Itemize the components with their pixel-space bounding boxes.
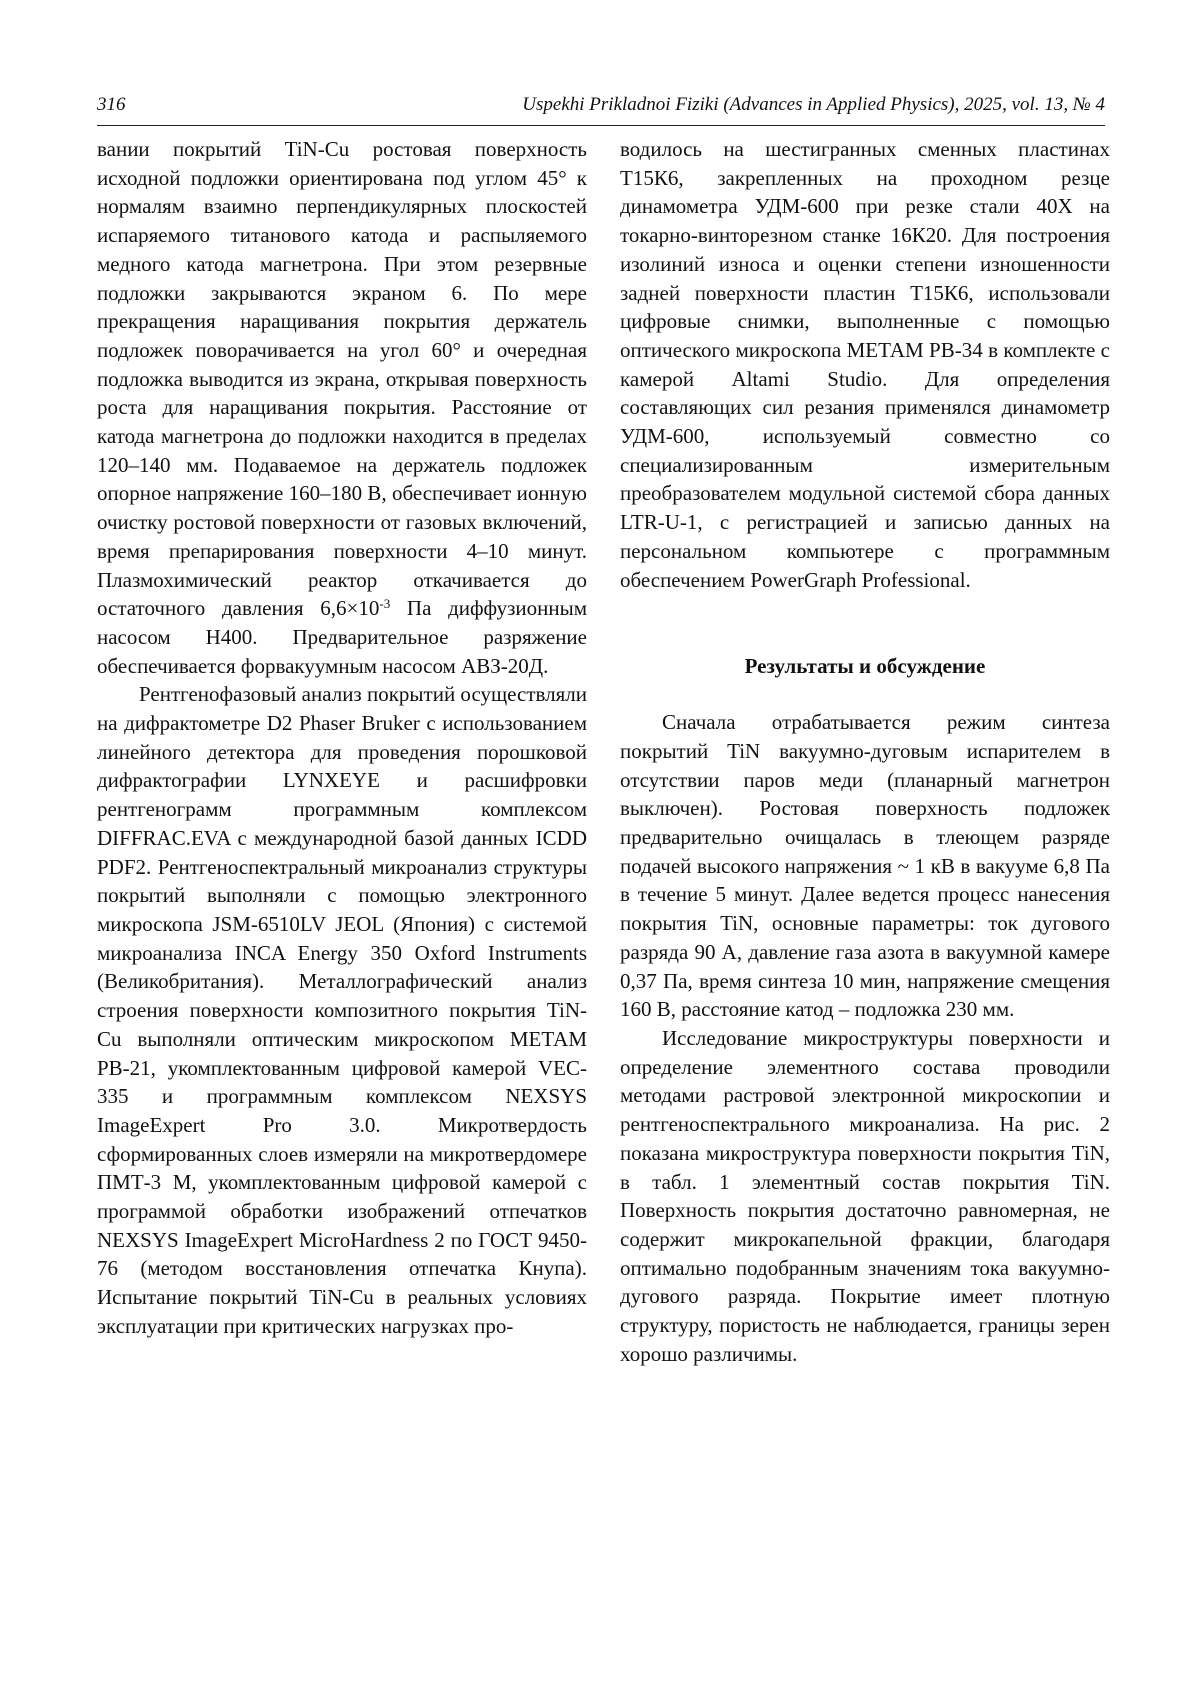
- left-column: [97, 135, 587, 1341]
- exponent: -3: [379, 596, 391, 612]
- paragraph: [97, 135, 587, 680]
- paragraph: водилось на шестигранных сменных пластинах Т15К6, закрепленных на проходном резце динамометра УДМ-600 при резке стали 40Х на токарно-винторезном станке 16К20. Для построения изолиний износа и оценки степени изношенности задней поверхности пластин Т15К6, использовали цифровые снимки, выполненные с помощью оптического микроскопа МЕТАМ РВ-34 в комплекте с камерой Altami Studio. Для определения составляющих сил резания применялся динамометр УДМ-600, используемый совместно со специализированным измерительным преобразователем модульной системой сбора данных LTR-U-1, с регистрацией и записью данных на персональном компьютере с программным обеспечением PowerGraph Professional.: [620, 137, 1110, 592]
- header-rule: [97, 125, 1105, 126]
- running-header: [97, 92, 1105, 122]
- paragraph: Исследование микроструктуры поверхности и определение элементного состава проводили методами растровой электронной микроскопии и рентгеноспектрального микроанализа. На рис. 2 показана микроструктура поверхности покрытия TiN, в табл. 1 элементный состав покрытия TiN. Поверхность покрытия достаточно равномерная, не содержит микрокапельной фракции, благодаря оптимально подобранным значениям тока вакуумно-дугового разряда. Покрытие имеет плотную структуру, пористость не наблюдается, границы зерен хорошо различимы.: [620, 1025, 1110, 1366]
- paragraph: Сначала отрабатывается режим синтеза покрытий TiN вакуумно-дуговым испарителем в отсутствии паров меди (планарный магнетрон выключен). Ростовая поверхность подложек предварительно очищалась в тлеющем разряде подачей высокого напряжения ~ 1 кВ в вакууме 6,8 Па в течение 5 минут. Далее ведется процесс нанесения покрытия TiN, основные параметры: ток дугового разряда 90 А, давление газа азота в вакуумной камере 0,37 Па, время синтеза 10 мин, напряжение смещения 160 В, расстояние катод – подложка 230 мм.: [620, 710, 1110, 1022]
- section-heading: Результаты и обсуждение: [744, 654, 986, 679]
- paragraph-text: Па диффузионным насосом Н400. Предварительное разряжение обеспечивается форвакуумным насосом АВЗ-20Д.: [97, 596, 587, 678]
- journal-citation: Uspekhi Prikladnoi Fiziki (Advances in Applied Physics), 2025, vol. 13, № 4: [522, 94, 1105, 115]
- paragraph: Рентгенофазовый анализ покрытий осуществляли на дифрактометре D2 Phaser Bruker с использованием линейного детектора для проведения порошковой дифрактографии LYNXEYE и расшифровки рентгенограмм программным комплексом DIFFRAC.EVA с международной базой данных ICDD PDF2. Рентгеноспектральный микроанализ структуры покрытий выполняли с помощью электронного микроскопа JSM-6510LV JEOL (Япония) с системой микроанализа INCA Energy 350 Oxford Instruments (Великобритания). Металлографический анализ строения поверхности композитного покрытия TiN-Cu выполняли оптическим микроскопом МЕТАМ РВ-21, укомплектованным цифровой камерой VEC-335 и программным комплексом NEXSYS ImageExpert Pro 3.0. Микротвердость сформированных слоев измеряли на микротвердомере ПМТ-3 М, укомплектованным цифровой камерой с программой обработки изображений отпечатков NEXSYS ImageExpert MicroHardness 2 по ГОСТ 9450-76 (методом восстановления отпечатка Кнупа). Испытание покрытий TiN-Cu в реальных условиях эксплуатации при критических нагрузках про-: [97, 682, 588, 1338]
- page-number: 316: [97, 94, 126, 115]
- paragraph-text: вании покрытий TiN-Cu ростовая поверхность исходной подложки ориентирована под углом 45° к нормалям взаимно перпендикулярных плоскостей испаряемого титанового катода и распыляемого медного катода магнетрона. При этом резервные подложки закрываются экраном 6. По мере прекращения наращивания покрытия держатель подложек поворачивается на угол 60° и очередная подложка выводится из экрана, открывая поверхность роста для наращивания покрытия. Расстояние от катода магнетрона до подложки находится в пределах 120–140 мм. Подаваемое на держатель подложек опорное напряжение 160–180 В, обеспечивает ионную очистку ростовой поверхности от газовых включений, время препарирования поверхности 4–10 минут. Плазмохимический реактор откачивается до остаточного давления 6,6×10: [97, 137, 587, 621]
- right-column: [620, 135, 1110, 1368]
